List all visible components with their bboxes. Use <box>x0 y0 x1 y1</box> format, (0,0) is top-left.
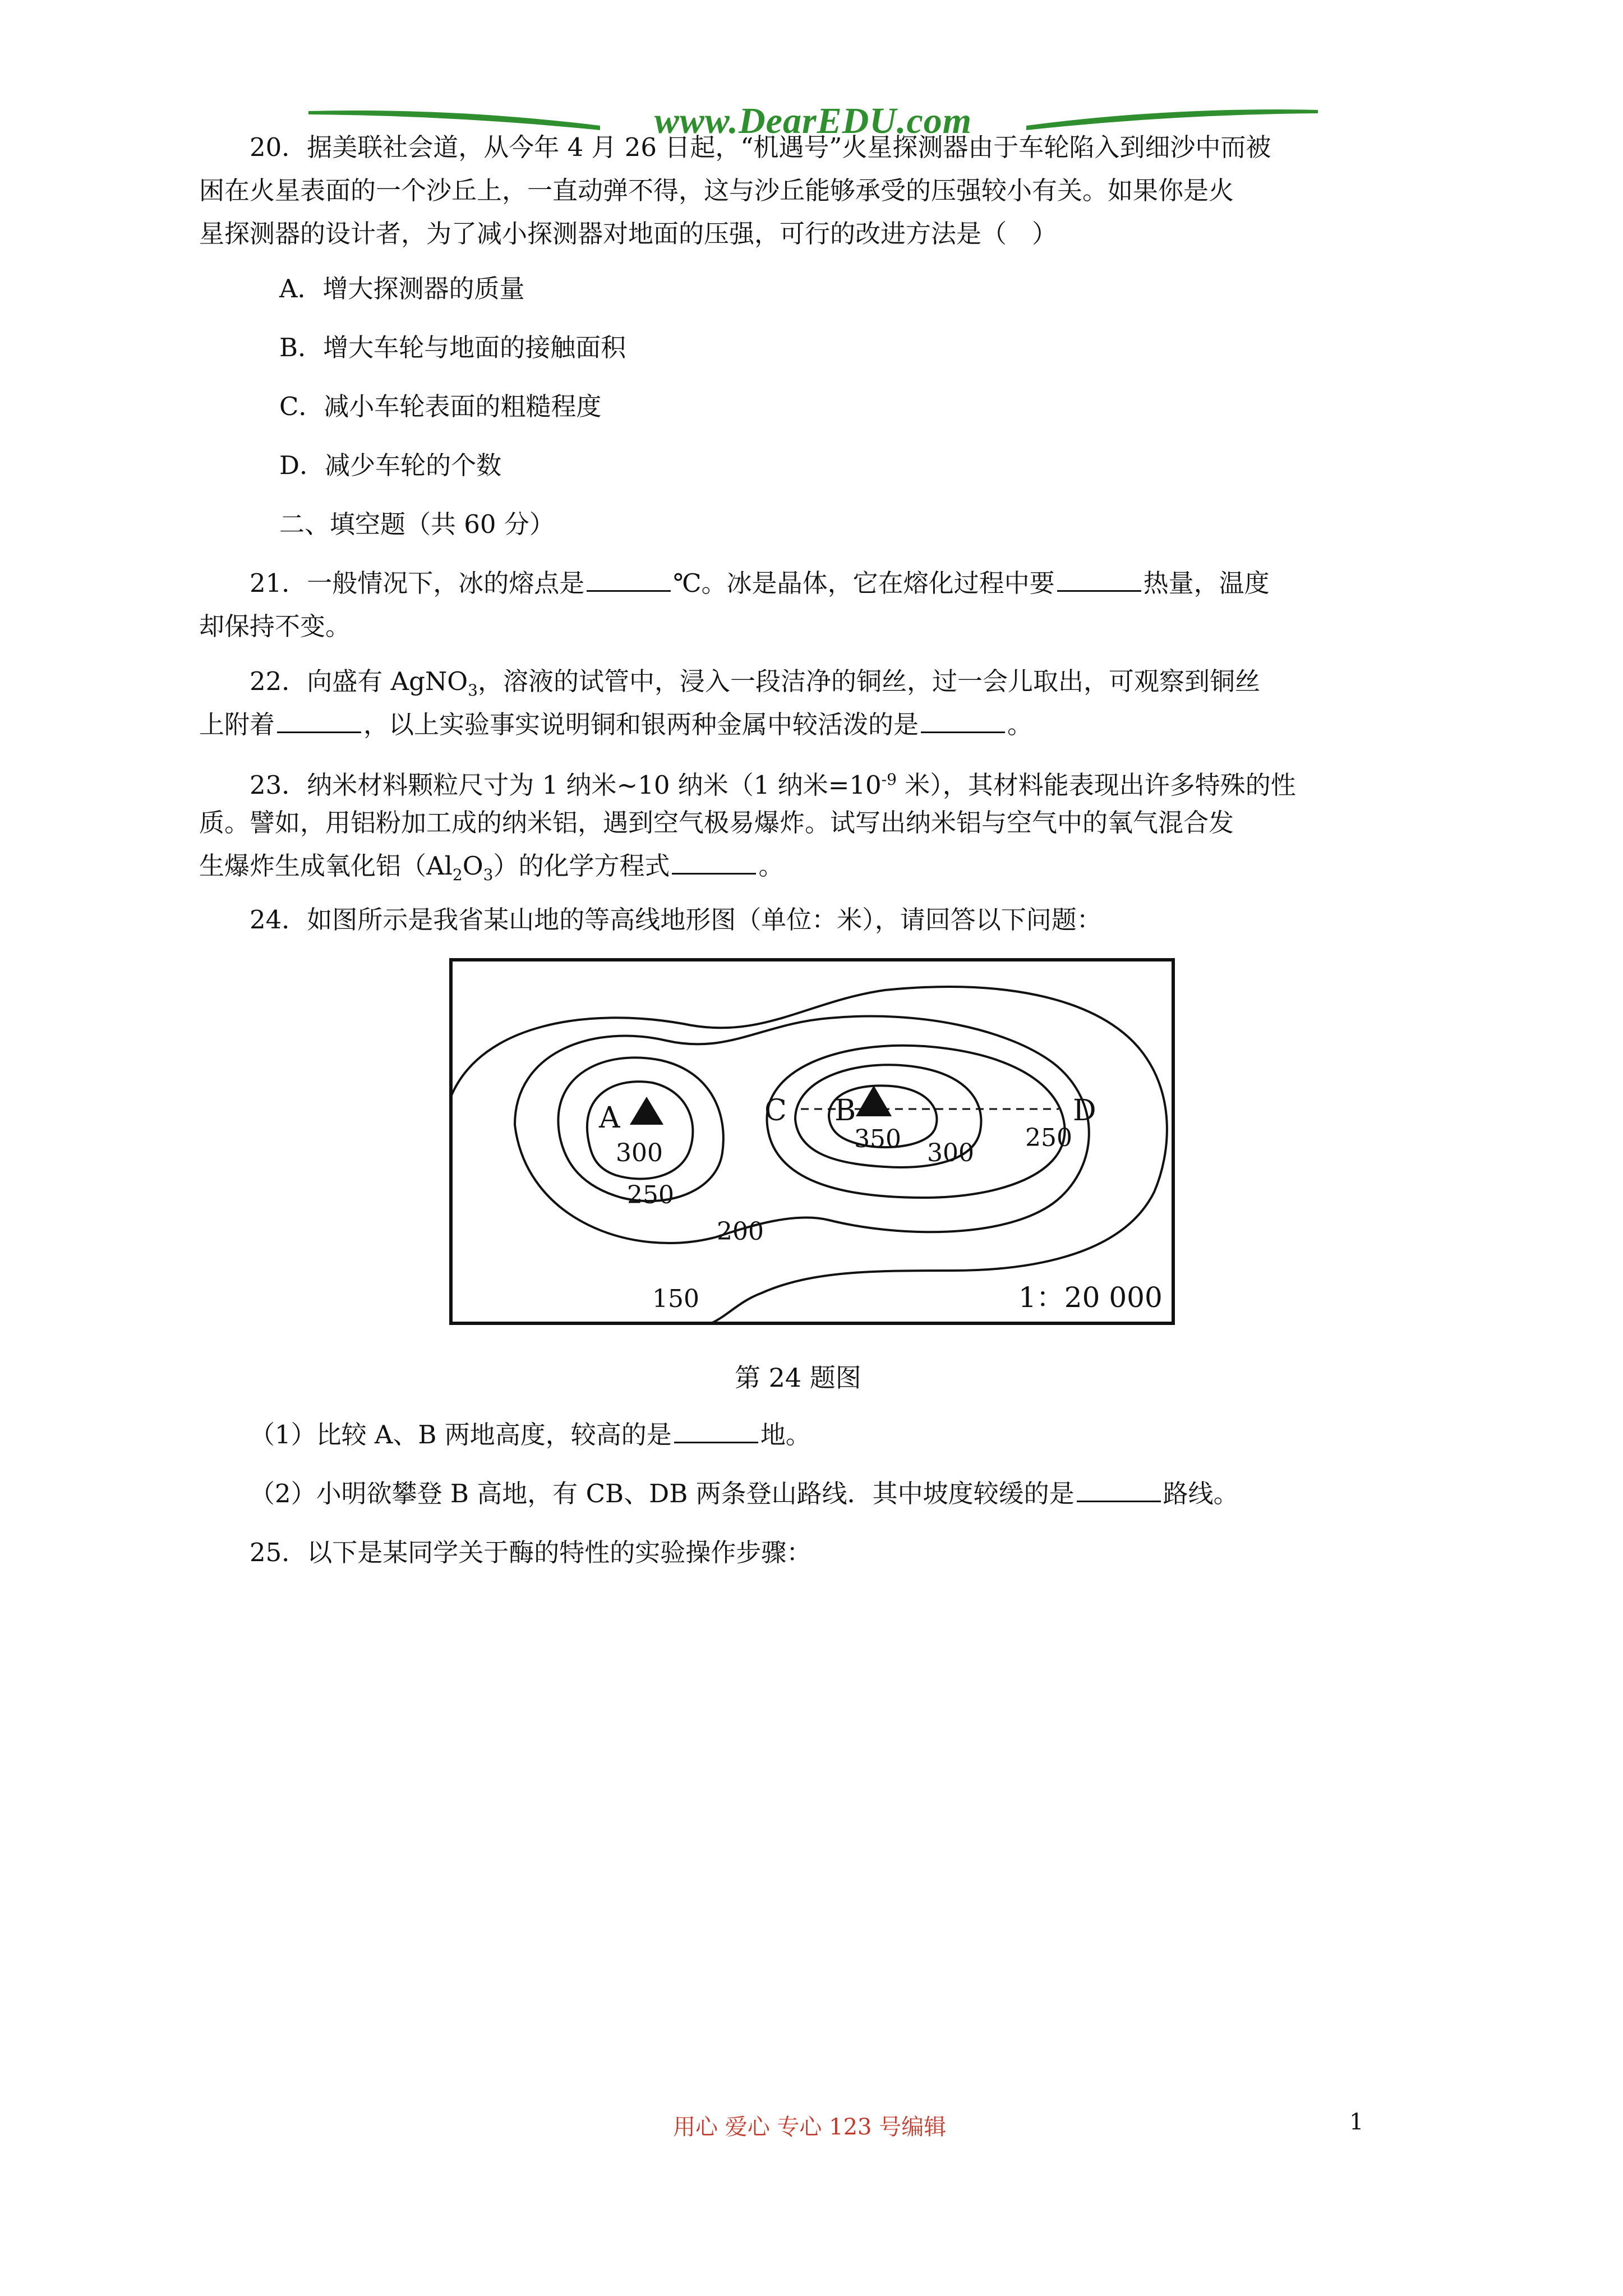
q23-subscript-2: 3 <box>483 866 494 884</box>
q23-line-1 <box>250 764 1296 801</box>
contour-map-figure <box>448 956 1177 1327</box>
contour-label: 250 <box>627 1181 674 1209</box>
q23-superscript: -9 <box>881 770 897 789</box>
q21-text-b: ℃。冰是晶体，它在熔化过程中要 <box>673 568 1055 598</box>
q24-part-1-text-b: 地。 <box>760 1420 811 1450</box>
answer-blank <box>1077 1478 1161 1502</box>
q24-part-2 <box>250 1478 1239 1510</box>
q24-part-1-text-a: （1）比较 A、B 两地高度，较高的是 <box>250 1420 672 1450</box>
q23-subscript-1: 2 <box>452 866 463 884</box>
map-label-d: D <box>1073 1094 1096 1128</box>
contour-label: 250 <box>1025 1124 1072 1152</box>
section-title: 二、填空题（共 60 分） <box>279 509 555 539</box>
map-label-a: A <box>599 1101 620 1135</box>
q20-line-1: 20．据美联社会道，从今年 4 月 26 日起，“机遇号”火星探测器由于车轮陷入到细沙中而被 <box>250 132 1271 162</box>
footer-text: 用心 爱心 专心 123 号编辑 <box>673 2114 947 2140</box>
page-number: 1 <box>1349 2109 1364 2135</box>
contour-label: 300 <box>927 1139 974 1167</box>
q22-text-a: 22．向盛有 AgNO <box>250 666 468 696</box>
site-logo-text: www.DearEDU.com <box>654 100 972 141</box>
q24-part-2-text-b: 路线。 <box>1163 1479 1239 1508</box>
q23-text-a: 23．纳米材料颗粒尺寸为 1 纳米~10 纳米（1 纳米=10 <box>250 770 882 800</box>
q20-option-c: C．减小车轮表面的粗糙程度 <box>279 392 602 421</box>
q21-line-1 <box>250 568 1270 599</box>
q20-line-2: 困在火星表面的一个沙丘上，一直动弹不得，这与沙丘能够承受的压强较小有关。如果你是火 <box>199 176 1234 205</box>
contour-label: 300 <box>616 1139 663 1167</box>
peak-b-icon <box>856 1085 892 1116</box>
q23-text-c: 生爆炸生成氧化铝（Al <box>199 851 453 881</box>
contour-label: 350 <box>854 1125 901 1153</box>
q23-text-d: O <box>462 851 483 881</box>
q20-option-b: B．增大车轮与地面的接触面积 <box>279 333 626 362</box>
q22-text-e: 。 <box>1007 710 1033 739</box>
peak-a-icon <box>630 1097 663 1125</box>
answer-blank <box>277 709 361 733</box>
q22-text-d: ，以上实验事实说明铜和银两种金属中较活泼的是 <box>363 710 919 739</box>
contour-label: 200 <box>717 1217 764 1246</box>
q20-option-d: D．减少车轮的个数 <box>279 450 502 480</box>
contour-label: 150 <box>652 1285 699 1313</box>
contour-map <box>448 956 1177 1327</box>
q23-text-e: ）的化学方程式 <box>493 851 670 881</box>
q21-text-a: 21．一般情况下，冰的熔点是 <box>250 568 585 598</box>
q23-line-3 <box>199 850 783 891</box>
q22-text-b: ，溶液的试管中，浸入一段洁净的铜丝，过一会儿取出，可观察到铜丝 <box>477 666 1260 696</box>
figure-caption: 第 24 题图 <box>735 1363 861 1393</box>
answer-blank <box>672 850 756 875</box>
q22-line-1 <box>250 666 1260 706</box>
q25-text: 25．以下是某同学关于酶的特性的实验操作步骤： <box>250 1538 812 1567</box>
q20-option-a: A．增大探测器的质量 <box>279 274 525 303</box>
q20-line-3: 星探测器的设计者，为了减小探测器对地面的压强，可行的改进方法是（ ） <box>199 219 1058 249</box>
q24-part-1 <box>250 1419 811 1451</box>
q21-line-2: 却保持不变。 <box>199 611 351 641</box>
q23-text-f: 。 <box>758 851 784 881</box>
answer-blank <box>921 709 1005 733</box>
q24-text: 24．如图所示是我省某山地的等高线地形图（单位：米），请回答以下问题： <box>250 905 1102 935</box>
answer-blank <box>587 568 671 592</box>
q21-text-c: 热量，温度 <box>1143 568 1270 598</box>
map-label-c: C <box>764 1094 787 1128</box>
map-scale: 1：20 000 <box>1018 1281 1163 1314</box>
q22-line-2 <box>199 709 1032 740</box>
map-label-b: B <box>834 1094 856 1128</box>
q22-subscript: 3 <box>468 681 478 700</box>
q22-text-c: 上附着 <box>199 710 275 739</box>
answer-blank <box>674 1419 758 1443</box>
q23-text-b: 米），其材料能表现出许多特殊的性 <box>896 770 1296 800</box>
q23-line-2: 质。譬如，用铝粉加工成的纳米铝，遇到空气极易爆炸。试写出纳米铝与空气中的氧气混合发 <box>199 808 1234 838</box>
answer-blank <box>1057 568 1141 592</box>
q24-part-2-text-a: （2）小明欲攀登 B 高地，有 CB、DB 两条登山路线．其中坡度较缓的是 <box>250 1479 1075 1508</box>
